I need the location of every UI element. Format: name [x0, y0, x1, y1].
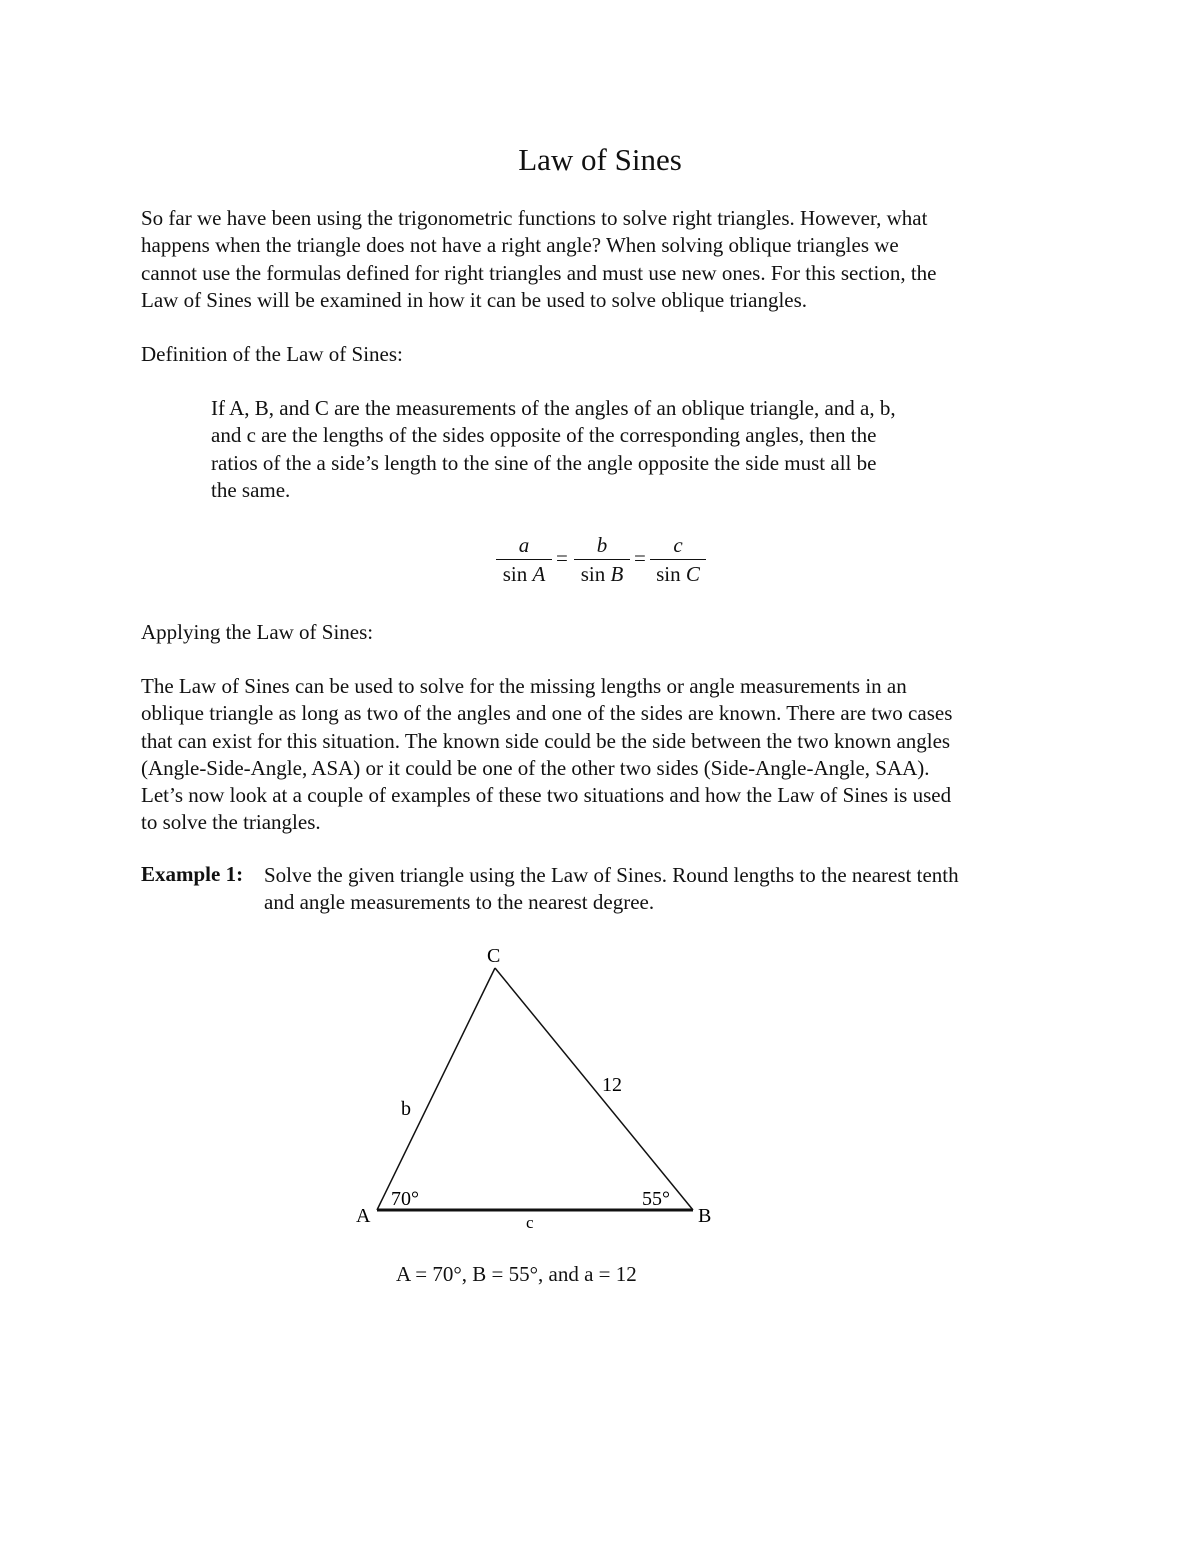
angle-a-label: 70° [391, 1188, 419, 1210]
text-line: oblique triangle as long as two of the angles and one of the sides are known. There are two cases [141, 701, 953, 726]
angle-var: A [532, 562, 546, 586]
angle-var: C [685, 562, 700, 586]
text-line: If A, B, and C are the measurements of the angles of an oblique triangle, and a, b, [211, 396, 896, 420]
text-line: The Law of Sines can be used to solve for the missing lengths or angle measurements in an [141, 674, 907, 698]
triangle-diagram [340, 935, 740, 1245]
side-b-label: b [401, 1098, 411, 1120]
fraction-b [572, 532, 632, 587]
fraction-c [648, 532, 708, 587]
side-c-label: c [526, 1213, 534, 1232]
heading-text: Definition of the Law of Sines: [141, 342, 403, 366]
sin-label: sin [502, 562, 528, 586]
given-values: A = 70°, B = 55°, and a = 12 [396, 1262, 637, 1286]
text-line: (Angle-Side-Angle, ASA) or it could be one of the other two sides (Side-Angle-Angle, SAA). [141, 755, 930, 780]
law-of-sines-formula [494, 532, 714, 598]
example-label: Example 1: [141, 862, 244, 886]
sin-label: sin [656, 562, 681, 586]
denominator-a [494, 560, 554, 587]
vertex-b-label: B [698, 1205, 712, 1227]
numerator-b: b [596, 533, 608, 557]
fraction-a [494, 532, 554, 587]
angle-var: B [610, 562, 624, 586]
side-a-label: 12 [602, 1074, 622, 1096]
text-line: So far we have been using the trigonometric functions to solve right triangles. However, what [141, 206, 928, 230]
text-line: and angle measurements to the nearest degree. [264, 890, 655, 915]
vertex-c-label: C [487, 945, 501, 967]
text-line: the same. [211, 477, 291, 502]
applying-heading [141, 619, 1071, 646]
text-line: that can exist for this situation. The known side could be the side between the two known angles [141, 728, 951, 753]
applying-paragraph [141, 673, 1071, 837]
intro-paragraph [141, 205, 1071, 314]
denominator-b [572, 560, 632, 587]
definition-paragraph [211, 395, 1001, 504]
text-line: Law of Sines will be examined in how it can be used to solve oblique triangles. [141, 287, 808, 312]
numerator-c: c [673, 533, 683, 557]
text-line: happens when the triangle does not have a right angle? When solving oblique triangles we [141, 233, 899, 258]
page-title: Law of Sines [518, 142, 682, 177]
equals-sign: = [556, 546, 568, 570]
text-line: Solve the given triangle using the Law of Sines. Round lengths to the nearest tenth [264, 863, 959, 887]
vertex-a-label: A [356, 1205, 371, 1227]
denominator-c [648, 560, 708, 587]
side-b-line [377, 968, 495, 1210]
text-line: to solve the triangles. [141, 810, 321, 835]
sin-label: sin [580, 562, 606, 586]
text-line: cannot use the formulas defined for right triangles and must use new ones. For this section, the [141, 260, 937, 285]
definition-heading [141, 341, 1071, 368]
text-line: and c are the lengths of the sides opposite of the corresponding angles, then the [211, 423, 877, 448]
heading-text: Applying the Law of Sines: [141, 620, 374, 644]
example-text [264, 862, 1064, 917]
side-a-line [495, 968, 693, 1210]
angle-b-label: 55° [642, 1188, 670, 1210]
text-line: Let’s now look at a couple of examples of these two situations and how the Law of Sines is used [141, 783, 952, 808]
text-line: ratios of the a side’s length to the sine of the angle opposite the side must all be [211, 450, 877, 475]
numerator-a: a [518, 533, 530, 557]
equals-sign: = [634, 546, 646, 570]
